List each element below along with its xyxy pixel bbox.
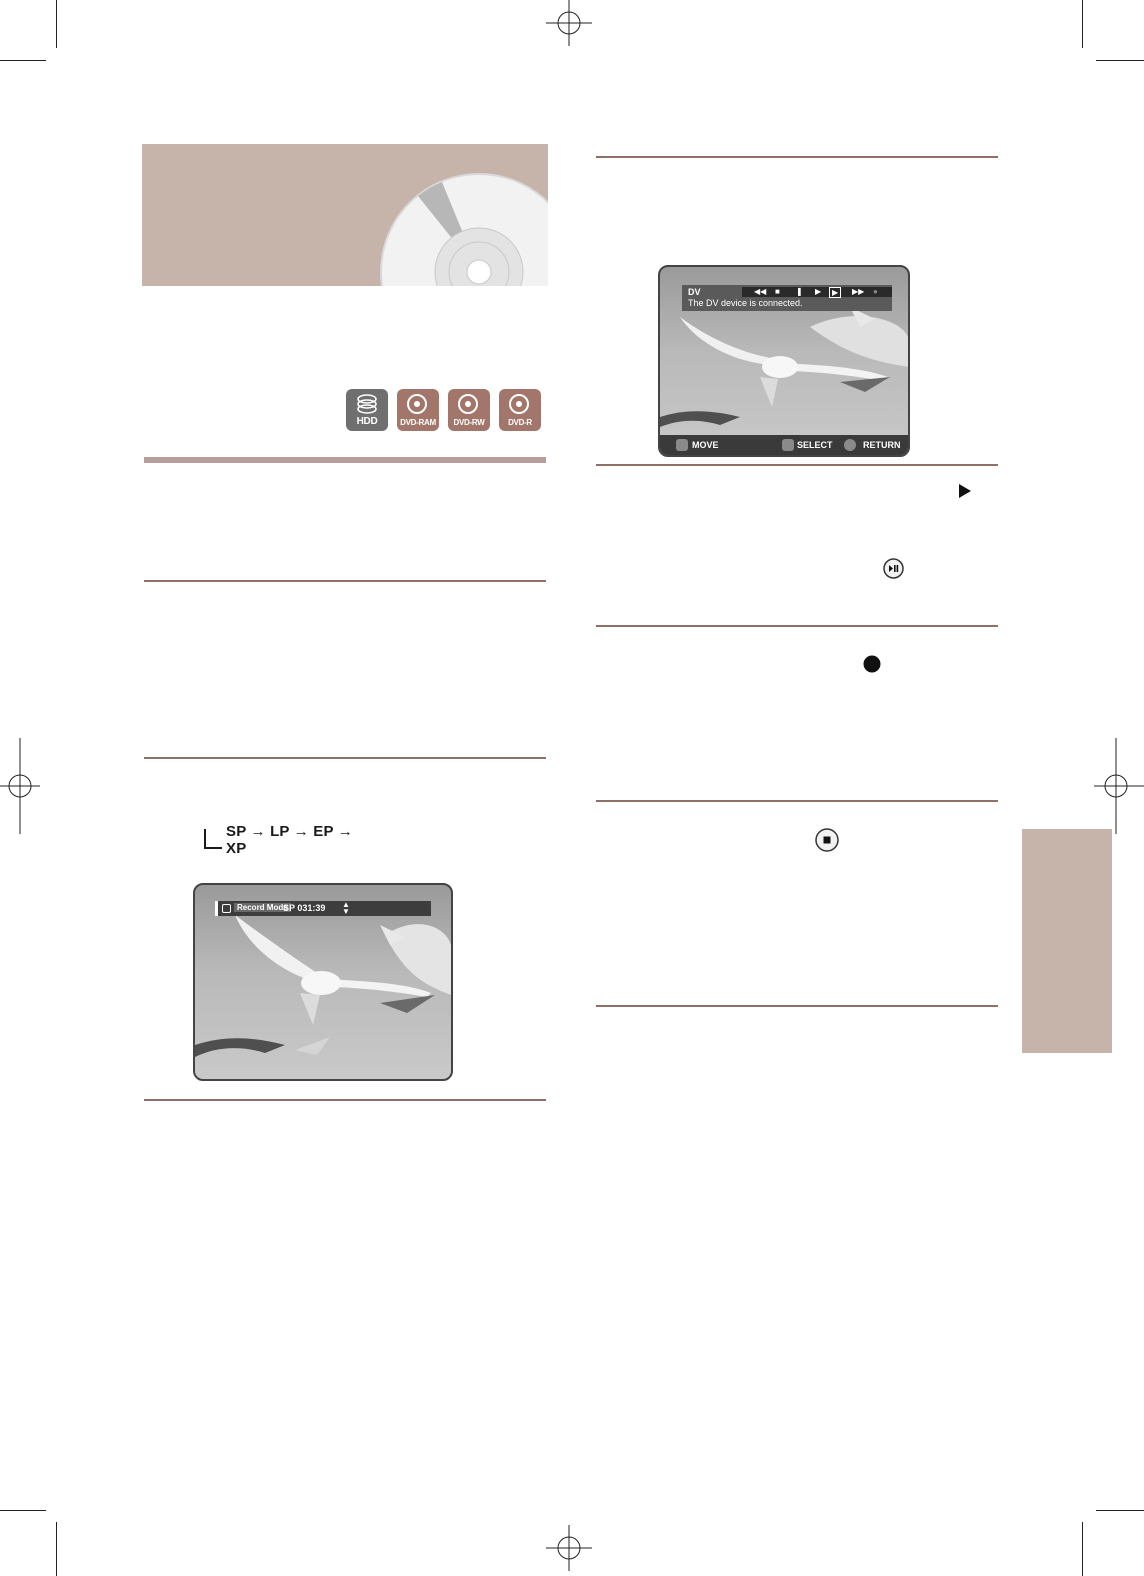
dv-bottom-bar bbox=[660, 435, 908, 455]
registration-mark bbox=[0, 738, 40, 834]
play-pause-button-icon bbox=[883, 558, 904, 579]
dvd-ram-icon bbox=[397, 389, 439, 431]
step-divider bbox=[144, 580, 546, 582]
pause-icon[interactable]: ❚ bbox=[796, 287, 803, 296]
hdd-icon bbox=[346, 389, 388, 431]
record-mode-bar bbox=[215, 901, 431, 916]
dvd-r-icon bbox=[499, 389, 541, 431]
record-mode-key-icon bbox=[222, 904, 231, 913]
section-header-band bbox=[142, 144, 548, 286]
disc-graphic bbox=[142, 144, 548, 286]
return-key-icon bbox=[844, 439, 856, 451]
transport-controls bbox=[742, 287, 892, 297]
step-divider bbox=[144, 1099, 546, 1101]
move-key-icon bbox=[676, 439, 688, 451]
disc-label: DVD-RAM bbox=[400, 418, 436, 427]
step-divider bbox=[596, 156, 998, 158]
dv-label: DV bbox=[688, 287, 701, 297]
play-triangle-icon bbox=[958, 484, 972, 498]
fast-forward-icon[interactable]: ▶▶ bbox=[852, 287, 865, 296]
step-icon[interactable]: ▶ bbox=[829, 287, 841, 298]
record-mode-value[interactable]: SP 031:39 bbox=[283, 903, 326, 913]
play-icon[interactable]: ▶ bbox=[815, 287, 822, 296]
dv-message: The DV device is connected. bbox=[688, 298, 803, 308]
crop-mark bbox=[1082, 0, 1083, 48]
crop-mark bbox=[0, 1510, 46, 1511]
stop-button-icon bbox=[815, 828, 839, 852]
crop-mark bbox=[1096, 1510, 1144, 1511]
dv-status-bar bbox=[682, 285, 892, 311]
disc-label: HDD bbox=[356, 416, 378, 427]
rewind-icon[interactable]: ◀◀ bbox=[754, 287, 767, 296]
section-divider bbox=[144, 457, 546, 463]
crop-mark bbox=[1096, 60, 1144, 61]
step-divider bbox=[596, 464, 998, 466]
crop-mark bbox=[56, 0, 57, 48]
chapter-side-tab bbox=[1022, 829, 1112, 1053]
select-key-icon bbox=[782, 439, 794, 451]
registration-mark bbox=[546, 0, 592, 46]
record-mode-label: Record Mode bbox=[234, 903, 291, 912]
mode-sequence-text: SP → LP → EP → XP bbox=[222, 823, 376, 857]
crop-mark bbox=[1082, 1522, 1083, 1576]
up-down-arrow-icon[interactable]: ▲ ▼ bbox=[342, 900, 350, 916]
crop-mark bbox=[56, 1522, 57, 1576]
disc-label: DVD-R bbox=[508, 418, 532, 427]
registration-mark bbox=[1094, 738, 1144, 834]
record-mode-sequence bbox=[204, 823, 376, 857]
stop-icon[interactable]: ■ bbox=[775, 287, 780, 296]
move-hint: MOVE bbox=[692, 440, 719, 450]
registration-mark bbox=[546, 1525, 592, 1571]
select-hint: SELECT bbox=[797, 440, 833, 450]
record-button-icon bbox=[863, 655, 881, 673]
record-mode-screen bbox=[193, 883, 453, 1081]
step-divider bbox=[596, 1005, 998, 1007]
record-icon[interactable]: ● bbox=[873, 287, 878, 296]
return-hint: RETURN bbox=[863, 440, 901, 450]
dvd-rw-icon bbox=[448, 389, 490, 431]
step-divider bbox=[144, 757, 546, 759]
crop-mark bbox=[0, 60, 46, 61]
step-divider bbox=[596, 800, 998, 802]
dv-connected-screen bbox=[658, 265, 910, 457]
step-divider bbox=[596, 625, 998, 627]
white-marker bbox=[215, 901, 218, 916]
disc-label: DVD-RW bbox=[453, 418, 485, 427]
